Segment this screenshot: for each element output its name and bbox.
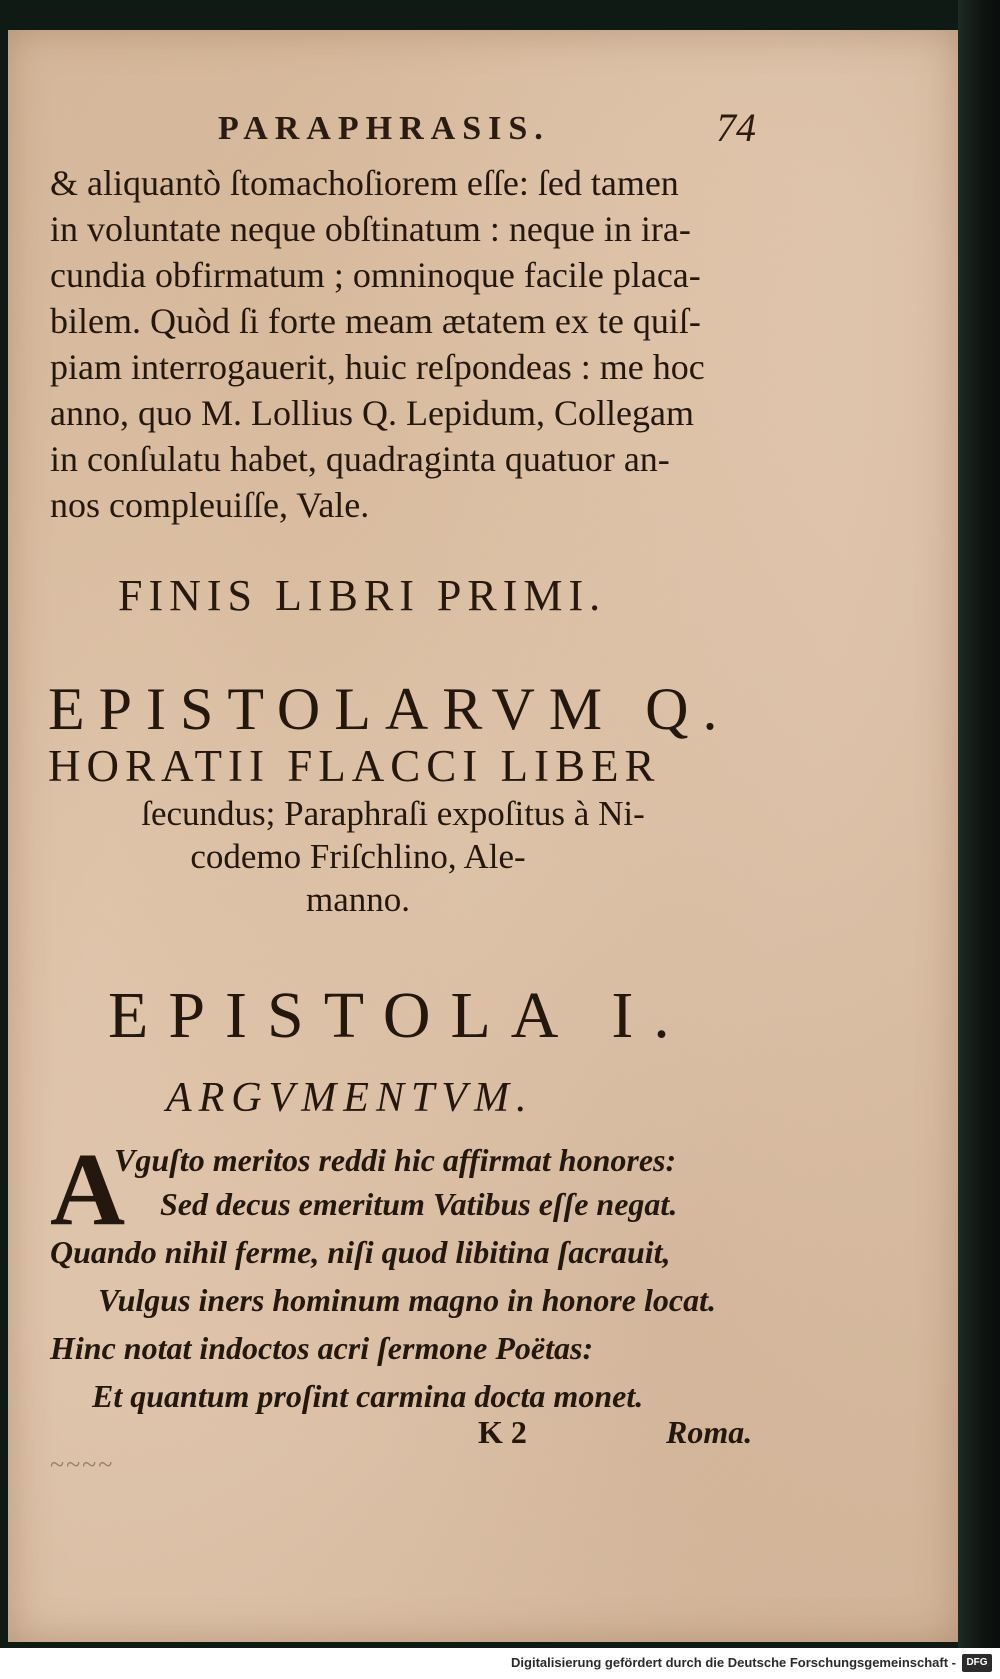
book-title-line: EPISTOLARVM Q. [48, 676, 732, 742]
ink-offset-smudge: ~~~~ [50, 1450, 115, 1479]
verse-line: Vguſto meritos reddi hic affirmat honores: [114, 1142, 677, 1178]
body-line: & aliquantò ſtomachoſiorem eſſe: ſed tamen [50, 163, 679, 203]
catchword: Roma. [666, 1414, 753, 1450]
dfg-logo-icon: DFG [962, 1654, 992, 1672]
book-title-line: codemo Friſchlino, Ale- [190, 837, 526, 876]
book-title [48, 678, 778, 921]
body-line: bilem. Quòd ſi forte meam ætatem ex te quiſ- [50, 301, 701, 341]
verse-line: Vulgus iners hominum magno in honore locat. [98, 1282, 716, 1318]
body-paragraph [50, 160, 758, 528]
page-number: 74 [716, 105, 756, 150]
argumentum-heading: ARGVMENTVM. [166, 1075, 534, 1121]
verse-line: Et quantum proſint carmina docta monet. [92, 1378, 644, 1414]
verse-line: Sed decus emeritum Vatibus eſſe negat. [160, 1186, 678, 1222]
body-line: cundia obfirmatum ; omninoque facile placa- [50, 255, 701, 295]
book-title-line: manno. [305, 880, 410, 919]
body-line: anno, quo M. Lollius Q. Lepidum, Collegam [50, 393, 694, 433]
signature-mark: K 2 [478, 1414, 527, 1450]
digitization-footer [0, 1648, 1000, 1679]
book-title-line: HORATII FLACCI LIBER [48, 741, 661, 791]
book-binding-edge [958, 0, 1000, 1648]
verse-line: Hinc notat indoctos acri ſermone Poëtas: [50, 1330, 594, 1366]
running-title: PARAPHRASIS. [218, 110, 550, 147]
page-header [8, 92, 958, 152]
finis-heading: FINIS LIBRI PRIMI. [118, 571, 607, 620]
body-line: piam interrogauerit, huic reſpondeas : me hoc [50, 347, 705, 387]
verse-line: Quando nihil ferme, niſi quod libitina ſacrauit, [50, 1234, 671, 1270]
book-title-line: ſecundus; Paraphraſi expoſitus à Ni- [141, 794, 645, 833]
footer-credit-text: Digitalisierung gefördert durch die Deutsche Forschungsgemeinschaft - [511, 1655, 956, 1670]
epistola-heading: EPISTOLA I. [108, 979, 690, 1052]
body-line: in voluntate neque obſtinatum : neque in ira- [50, 209, 691, 249]
body-line: nos compleuiſſe, Vale. [50, 485, 370, 525]
book-page [8, 30, 958, 1642]
body-line: in conſulatu habet, quadraginta quatuor an- [50, 439, 670, 479]
drop-cap: A [50, 1132, 126, 1247]
